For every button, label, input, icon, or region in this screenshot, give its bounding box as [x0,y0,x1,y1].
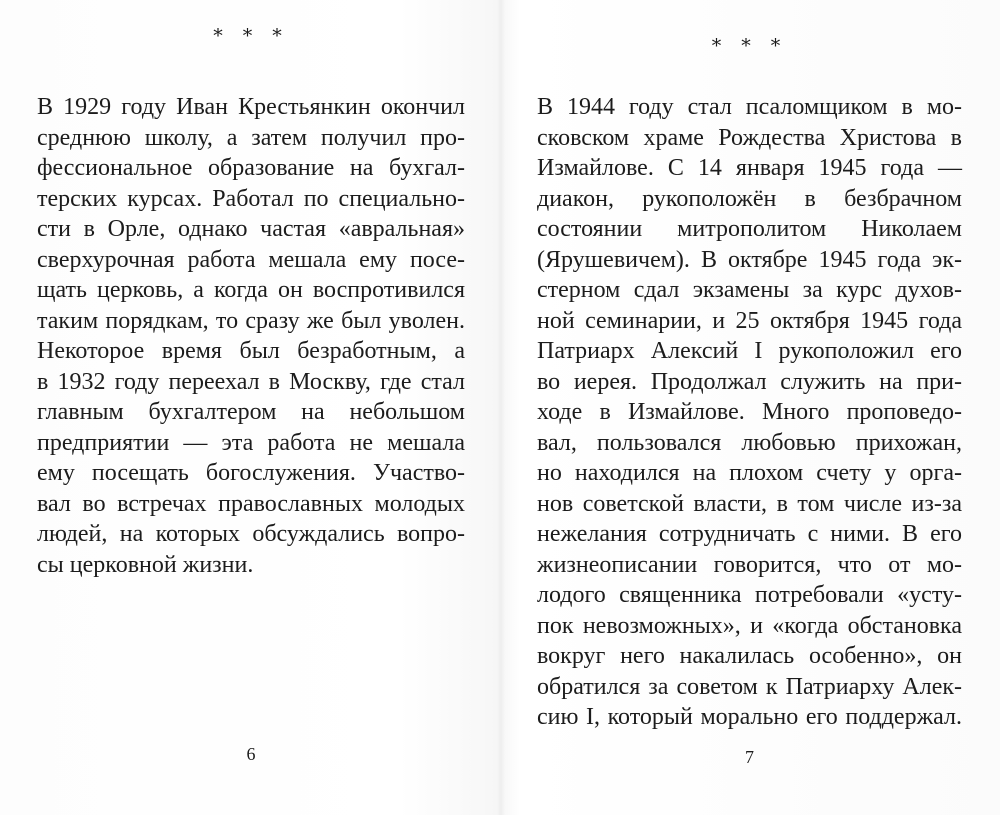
text-line: терских курсах. Работал по специально- [37,185,465,212]
text-line: фессиональное образование на бухгал- [37,155,465,181]
page-number: 7 [745,747,754,767]
right-page [537,0,962,815]
text-line: главным бухгалтером на небольшом [37,399,465,425]
text-line: щать церковь, а когда он воспротивился [37,277,465,303]
paragraph [37,92,465,580]
text-line: ему посещать богослужения. Участво- [37,460,465,486]
text-line: во иерея. Продолжал служить на при- [537,368,962,395]
text-line: но находился на плохом счету у орга- [537,460,962,486]
text-line: пок невозможных», и «когда обстановка [537,612,962,639]
text-line: Некоторое время был безработным, а [37,338,465,364]
text-line: сы церковной жизни. [37,551,254,578]
text-line: людей, на которых обсуждались вопро- [37,521,465,547]
text-line: состоянии митрополитом Николаем [537,216,962,242]
text-line: таким порядкам, то сразу же был уволен. [37,307,465,334]
text-line: обратился за советом к Патриарху Алек- [537,673,962,700]
paragraph [537,92,962,733]
text-line: в 1932 году переехал в Москву, где стал [37,368,465,395]
text-line: сверхурочная работа мешала ему посе- [37,246,465,273]
text-line: Патриарх Алексий I рукоположил его [537,338,962,364]
page-number: 6 [246,744,256,764]
text-line: сковском храме Рождества Христова в [537,124,962,151]
text-line: среднюю школу, а затем получил про- [37,124,465,151]
text-line: В 1929 году Иван Крестьянкин окончил [37,94,465,120]
text-line: нежелания сотрудничать с ними. В его [537,521,962,547]
text-line: вал, пользовался любовью прихожан, [537,429,962,456]
text-line: ходе в Измайлове. Много проповедо- [537,399,962,425]
text-line: вокруг него накалилась особенно», он [537,643,962,669]
text-line: сию I, который морально его поддержал. [537,704,962,730]
text-line: стерном сдал экзамены за курс духов- [537,277,962,303]
text-line: В 1944 году стал псаломщиком в мо- [537,94,962,120]
text-line: вал во встречах православных молодых [37,490,465,517]
text-line: сти в Орле, однако частая «авральная» [37,216,465,242]
text-line: жизнеописании говорится, что от мо- [537,551,962,578]
text-line: ной семинарии, и 25 октября 1945 года [537,307,962,334]
left-page [37,0,465,815]
book-gutter [497,0,505,815]
text-line: предприятии — эта работа не мешала [37,429,465,456]
text-line: (Ярушевичем). В октябре 1945 года эк- [537,246,962,273]
section-ornament: * * * [213,25,289,47]
text-line: Измайлове. С 14 января 1945 года — [537,155,962,181]
text-line: нов советской власти, в том числе из-за [537,490,962,517]
text-line: диакон, рукоположён в безбрачном [537,185,962,212]
section-ornament: * * * [711,35,788,57]
text-line: лодого священника потребовали «усту- [537,582,962,608]
